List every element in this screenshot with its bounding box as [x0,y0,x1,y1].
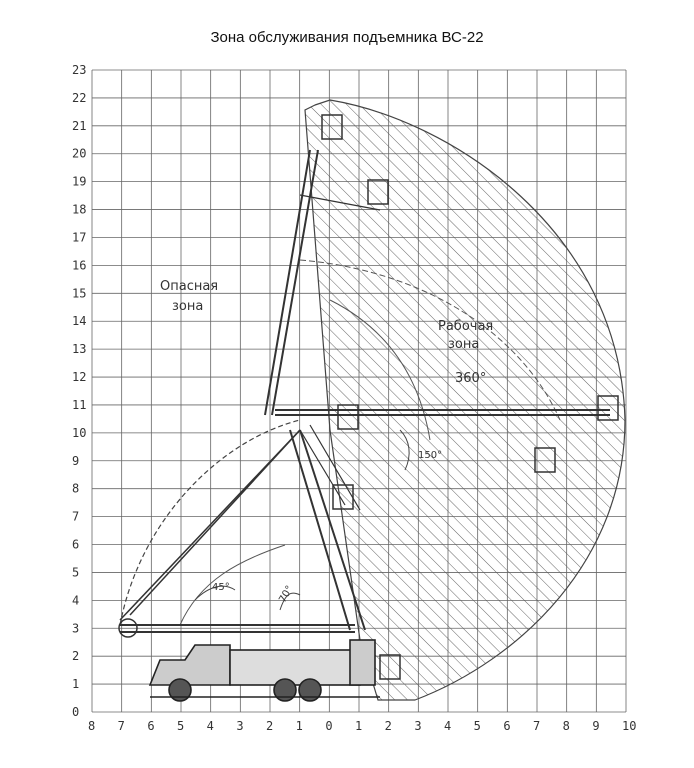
y-tick-label: 1 [72,677,80,692]
danger-zone-label-2: зона [172,299,204,314]
y-tick-label: 14 [72,314,87,329]
danger-zone-arc-outer [120,420,300,625]
angle-45-label: 45° [212,582,230,593]
y-tick-label: 6 [72,537,80,552]
y-tick-label: 11 [72,397,87,412]
work-zone-label: Рабочая [438,319,494,334]
x-tick-label: 9 [592,719,600,733]
danger-zone-label: Опасная [160,279,219,294]
y-tick-label: 10 [72,425,87,440]
x-tick-label: 4 [444,719,452,733]
y-tick-label: 0 [72,705,80,719]
x-tick-label: 6 [503,719,511,733]
y-tick-label: 22 [72,90,87,105]
y-tick-label: 18 [72,202,87,217]
y-tick-label: 13 [72,342,87,357]
y-tick-label: 8 [72,481,80,496]
x-tick-label: 3 [236,719,244,733]
x-tick-label: 8 [562,719,570,733]
work-zone-area [305,100,625,700]
x-tick-label: 7 [117,719,125,733]
y-tick-label: 9 [72,453,80,468]
x-tick-label: 6 [147,719,155,733]
y-tick-label: 23 [72,63,87,77]
page-title: Зона обслуживания подъемника ВС-22 [210,29,484,46]
x-tick-label: 0 [325,719,333,733]
x-tick-label: 2 [384,719,392,733]
x-tick-label: 1 [295,719,303,733]
y-tick-label: 3 [72,621,80,636]
work-zone-angle: 360° [455,371,487,386]
danger-zone-arc-inner [180,545,285,625]
x-tick-label: 5 [473,719,481,733]
y-tick-label: 16 [72,258,87,273]
y-tick-label: 19 [72,174,87,189]
y-axis-ticks [72,63,86,719]
angle-150-label: 150° [418,450,443,461]
y-tick-label: 5 [72,565,80,580]
y-tick-label: 17 [72,230,87,245]
truck [150,640,380,701]
y-tick-label: 15 [72,286,87,301]
x-tick-label: 5 [177,719,185,733]
y-tick-label: 4 [72,593,80,608]
x-tick-label: 3 [414,719,422,733]
x-tick-label: 1 [355,719,363,733]
y-tick-label: 21 [72,118,87,133]
x-axis-ticks [88,719,636,733]
x-tick-label: 4 [206,719,214,733]
work-zone-label-2: зона [448,337,480,352]
x-tick-label: 8 [88,719,96,733]
x-tick-label: 7 [533,719,541,733]
y-tick-label: 12 [72,370,87,385]
y-tick-label: 20 [72,146,87,161]
y-tick-label: 2 [72,649,80,664]
y-tick-label: 7 [72,509,80,524]
x-tick-label: 2 [266,719,274,733]
angle-70-label: 70° [277,583,296,605]
x-tick-label: 10 [622,719,637,733]
